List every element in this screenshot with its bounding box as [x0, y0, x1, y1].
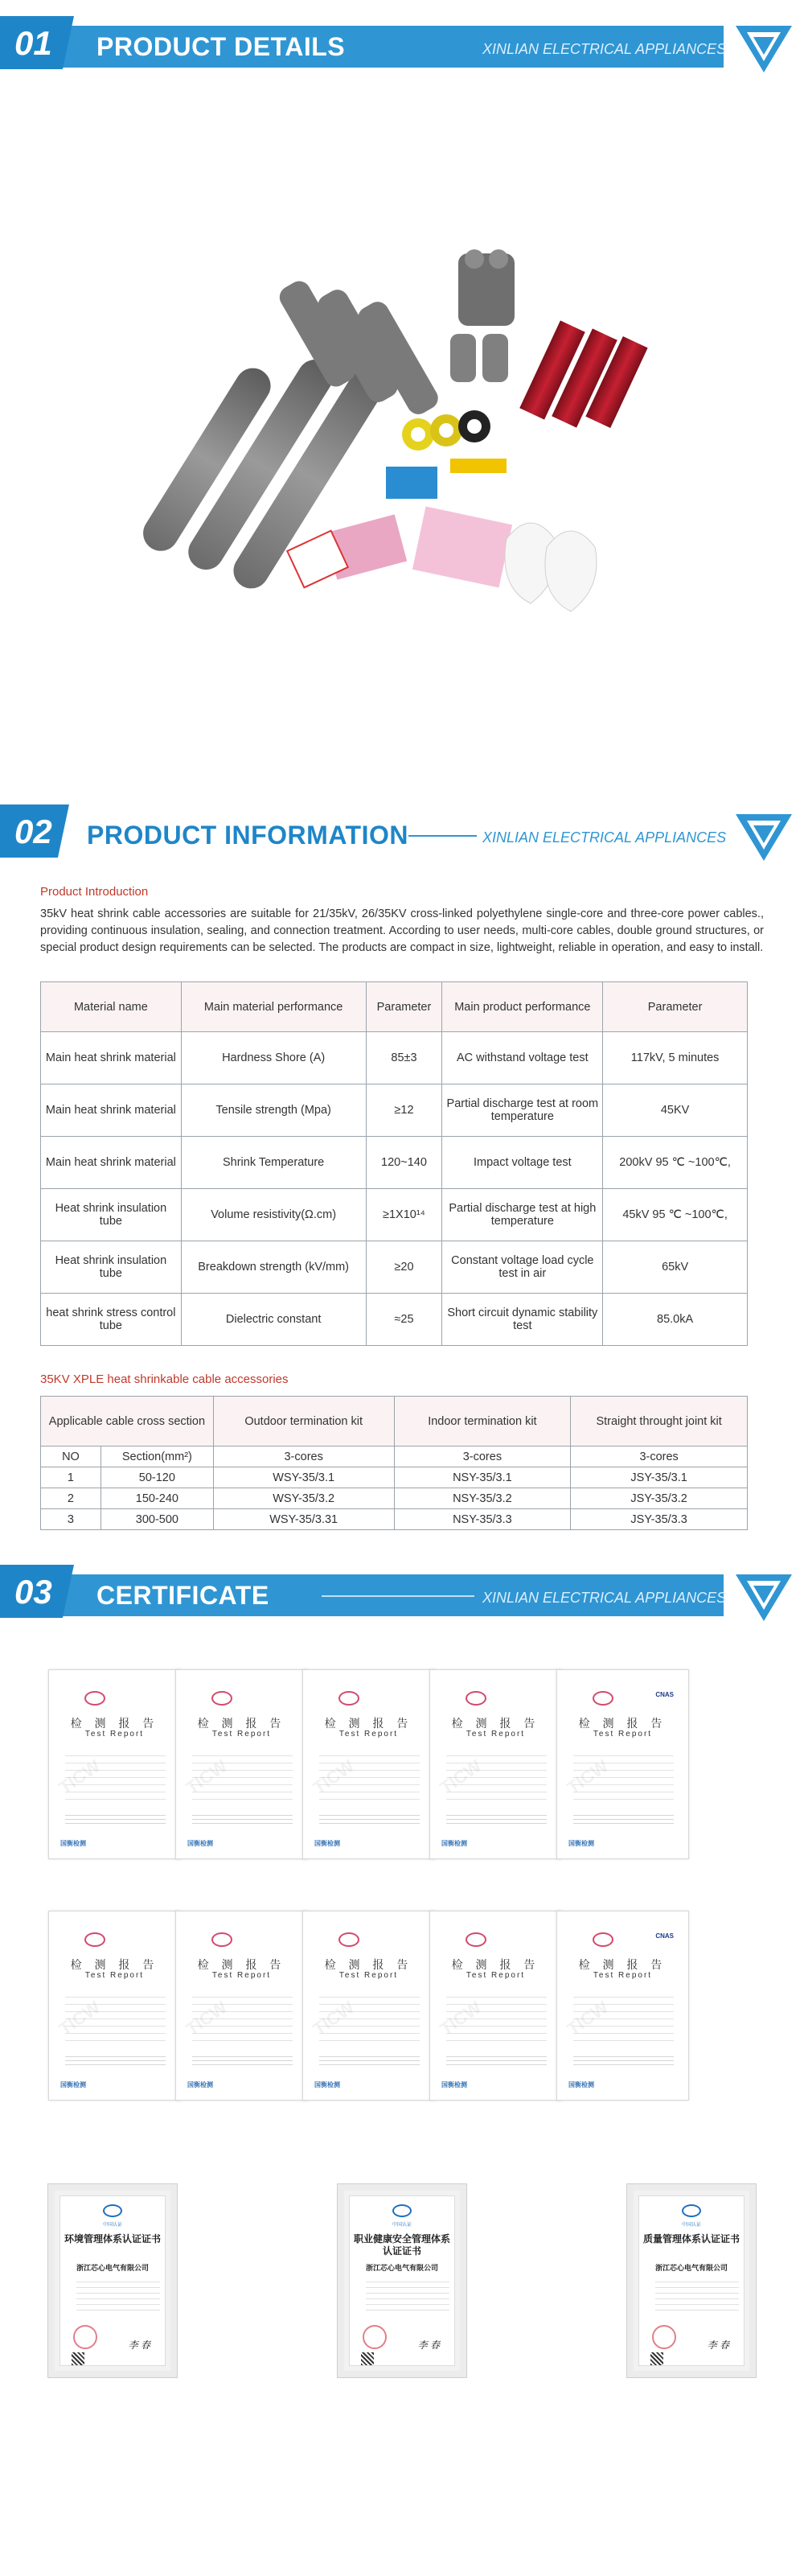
test-report-certificate	[175, 1911, 308, 2101]
table-cell: Tensile strength (Mpa)	[181, 1084, 366, 1137]
report-title-cn: 检 测 报 告	[324, 1717, 413, 1730]
banner-title: CERTIFICATE	[96, 1581, 269, 1610]
watermark: TICW	[563, 1755, 613, 1798]
report-footer-lines	[573, 1812, 674, 1825]
table-row	[41, 1488, 748, 1509]
lab-logo-icon	[84, 1691, 105, 1706]
table-row	[41, 1446, 748, 1467]
table-row	[41, 1189, 748, 1241]
lab-brand: 国衡检测	[568, 1840, 594, 1847]
report-title-cn: 检 测 报 告	[197, 1958, 286, 1971]
table-cell: ≥12	[366, 1084, 442, 1137]
table-cell: 117kV, 5 minutes	[603, 1032, 748, 1084]
header-cell: Straight throught joint kit	[571, 1397, 748, 1446]
chevron-down-icon	[736, 1574, 792, 1623]
table-cell: Breakdown strength (kV/mm)	[181, 1241, 366, 1294]
certificate-text-lines	[366, 2277, 449, 2315]
table-cell: Constant voltage load cycle test in air	[442, 1241, 603, 1294]
header-cell: Outdoor termination kit	[213, 1397, 394, 1446]
management-certificate	[338, 2184, 466, 2377]
report-title-cn: 检 测 报 告	[70, 1958, 159, 1971]
table-cell: 85.0kA	[603, 1294, 748, 1346]
signature: 李 春	[707, 2339, 729, 2351]
section-banner-certificate	[0, 1565, 804, 1626]
header-cell: Main material performance	[181, 982, 366, 1032]
certification-emblem-icon	[392, 2204, 412, 2217]
seal-icon	[363, 2325, 387, 2349]
table-row	[41, 1032, 748, 1084]
table-cell: Short circuit dynamic stability test	[442, 1294, 603, 1346]
certification-emblem-icon	[682, 2204, 701, 2217]
table-cell: JSY-35/3.2	[571, 1488, 748, 1509]
lab-logo-icon	[593, 1691, 613, 1706]
banner-subtitle: XINLIAN ELECTRICAL APPLIANCES	[482, 829, 727, 846]
report-footer-lines	[446, 2053, 547, 2066]
xlpe-heading: 35KV XPLE heat shrinkable cable accessories	[40, 1372, 289, 1386]
header-cell: Material name	[41, 982, 182, 1032]
watermark: TICW	[563, 1997, 613, 2039]
lab-brand: 国衡检测	[568, 2081, 594, 2088]
lab-logo-icon	[466, 1691, 486, 1706]
certificate-text-lines	[76, 2277, 160, 2315]
table-cell: 300-500	[100, 1509, 213, 1530]
header-cell: Indoor termination kit	[394, 1397, 571, 1446]
lab-logo-icon	[338, 1932, 359, 1947]
table-cell: 85±3	[366, 1032, 442, 1084]
table-cell: NSY-35/3.3	[394, 1509, 571, 1530]
report-title-cn: 检 测 报 告	[451, 1717, 540, 1730]
table-cell: Impact voltage test	[442, 1137, 603, 1189]
table-cell: JSY-35/3.3	[571, 1509, 748, 1530]
watermark: TICW	[309, 1755, 359, 1798]
report-title-en: Test Report	[84, 1730, 145, 1739]
lab-brand: 国衡检测	[60, 2081, 86, 2088]
signature: 李 春	[128, 2339, 150, 2351]
certificate-title: 质量管理体系认证证书	[642, 2233, 740, 2245]
report-title-en: Test Report	[466, 1971, 526, 1980]
table-cell: heat shrink stress control tube	[41, 1294, 182, 1346]
certificate-inner	[638, 2195, 745, 2366]
report-footer-lines	[192, 2053, 293, 2066]
test-report-row-2	[48, 1911, 756, 2101]
table-cell: 50-120	[100, 1467, 213, 1488]
table-cell: JSY-35/3.1	[571, 1467, 748, 1488]
watermark: TICW	[55, 1997, 105, 2039]
header-cell: Parameter	[366, 982, 442, 1032]
lab-logo-icon	[338, 1691, 359, 1706]
watermark: TICW	[182, 1755, 232, 1798]
lab-brand: 国衡检测	[314, 2081, 340, 2088]
table-cell: 65kV	[603, 1241, 748, 1294]
test-report-certificate	[175, 1669, 308, 1859]
management-certificate	[48, 2184, 177, 2377]
table-cell: Heat shrink insulation tube	[41, 1189, 182, 1241]
banner-divider	[322, 1595, 474, 1597]
lab-logo-icon	[211, 1691, 232, 1706]
table-cell: 200kV 95 ℃ ~100℃,	[603, 1137, 748, 1189]
banner-subtitle: XINLIAN ELECTRICAL APPLIANCES	[482, 41, 727, 57]
report-title-en: Test Report	[338, 1971, 399, 1980]
table-cell: Heat shrink insulation tube	[41, 1241, 182, 1294]
test-report-certificate	[302, 1911, 435, 2101]
banner-title: PRODUCT DETAILS	[96, 32, 346, 61]
banner-divider	[408, 835, 477, 837]
lab-brand: 国衡检测	[441, 1840, 467, 1847]
table-cell: Section(mm²)	[100, 1446, 213, 1467]
chevron-down-icon	[736, 814, 792, 862]
table-row	[41, 1137, 748, 1189]
report-footer-lines	[65, 1812, 166, 1825]
table-cell: WSY-35/3.2	[213, 1488, 394, 1509]
table-cell: 3-cores	[213, 1446, 394, 1467]
table-cell: 1	[41, 1467, 101, 1488]
report-title-en: Test Report	[338, 1730, 399, 1739]
issuer-name: 中国认证	[102, 2223, 122, 2228]
table-cell: ≥1X10¹⁴	[366, 1189, 442, 1241]
qr-code-icon	[72, 2352, 84, 2365]
report-footer-lines	[65, 2053, 166, 2066]
table-cell: Hardness Shore (A)	[181, 1032, 366, 1084]
lab-logo-icon	[211, 1932, 232, 1947]
company-name: 浙江芯心电气有限公司	[365, 2264, 438, 2272]
certificate-title: 环境管理体系认证证书	[64, 2233, 161, 2245]
lab-logo-icon	[84, 1932, 105, 1947]
cnas-badge: CNAS	[655, 1691, 674, 1698]
table-cell: NSY-35/3.1	[394, 1467, 571, 1488]
table-cell: 45KV	[603, 1084, 748, 1137]
watermark: TICW	[436, 1755, 486, 1798]
report-title-en: Test Report	[593, 1730, 653, 1739]
table-row	[41, 1509, 748, 1530]
report-footer-lines	[319, 2053, 420, 2066]
certificate-text-lines	[655, 2277, 739, 2315]
watermark: TICW	[182, 1997, 232, 2039]
table-row	[41, 1467, 748, 1488]
signature: 李 春	[417, 2339, 440, 2351]
table-cell: ≥20	[366, 1241, 442, 1294]
banner-subtitle: XINLIAN ELECTRICAL APPLIANCES	[482, 1590, 727, 1606]
certificate-inner	[349, 2195, 455, 2366]
table-cell: WSY-35/3.1	[213, 1467, 394, 1488]
cnas-badge: CNAS	[655, 1932, 674, 1940]
section-banner-details	[0, 16, 804, 77]
banner-title: PRODUCT INFORMATION	[87, 821, 408, 850]
table-cell: Main heat shrink material	[41, 1032, 182, 1084]
report-title-cn: 检 测 报 告	[578, 1717, 667, 1730]
watermark: TICW	[436, 1997, 486, 2039]
table-cell: Volume resistivity(Ω.cm)	[181, 1189, 366, 1241]
report-title-cn: 检 测 报 告	[324, 1958, 413, 1971]
company-name: 浙江芯心电气有限公司	[76, 2264, 149, 2272]
table-cell: 3-cores	[571, 1446, 748, 1467]
banner-number: 02	[14, 813, 52, 850]
test-report-certificate	[556, 1669, 689, 1859]
report-title-cn: 检 测 报 告	[70, 1717, 159, 1730]
table-cell: 150-240	[100, 1488, 213, 1509]
header-cell: Main product performance	[442, 982, 603, 1032]
test-report-certificate	[48, 1669, 181, 1859]
table-row	[41, 1241, 748, 1294]
report-title-en: Test Report	[211, 1730, 272, 1739]
lab-brand: 国衡检测	[314, 1840, 340, 1847]
table-cell: Partial discharge test at high temperature	[442, 1189, 603, 1241]
seal-icon	[73, 2325, 97, 2349]
chevron-down-icon	[736, 26, 792, 74]
test-report-certificate	[556, 1911, 689, 2101]
test-report-certificate	[302, 1669, 435, 1859]
report-footer-lines	[573, 2053, 674, 2066]
lab-brand: 国衡检测	[441, 2081, 467, 2088]
test-report-row-1	[48, 1669, 756, 1859]
company-name: 浙江芯心电气有限公司	[654, 2264, 728, 2272]
report-title-en: Test Report	[211, 1971, 272, 1980]
qr-code-icon	[361, 2352, 374, 2365]
table-cell: 120~140	[366, 1137, 442, 1189]
issuer-name: 中国认证	[392, 2223, 412, 2228]
table-cell: Main heat shrink material	[41, 1084, 182, 1137]
report-title-cn: 检 测 报 告	[451, 1958, 540, 1971]
report-footer-lines	[319, 1812, 420, 1825]
qr-code-icon	[650, 2352, 663, 2365]
report-title-en: Test Report	[466, 1730, 526, 1739]
report-title-cn: 检 测 报 告	[578, 1958, 667, 1971]
table-cell: NSY-35/3.2	[394, 1488, 571, 1509]
watermark: TICW	[55, 1755, 105, 1798]
test-report-certificate	[429, 1911, 562, 2101]
management-certificates-row	[48, 2184, 756, 2385]
table-cell: Main heat shrink material	[41, 1137, 182, 1189]
table-row	[41, 1084, 748, 1137]
lab-logo-icon	[593, 1932, 613, 1947]
issuer-name: 中国认证	[681, 2223, 701, 2228]
management-certificate	[627, 2184, 756, 2377]
lab-brand: 国衡检测	[187, 1840, 213, 1847]
certificate-inner	[59, 2195, 166, 2366]
lab-brand: 国衡检测	[60, 1840, 86, 1847]
lab-brand: 国衡检测	[187, 2081, 213, 2088]
product-introduction-heading: Product Introduction	[40, 885, 149, 899]
xlpe-table	[40, 1396, 748, 1530]
table-row	[41, 1294, 748, 1346]
xlpe-table-header	[41, 1397, 748, 1446]
test-report-certificate	[48, 1911, 181, 2101]
lab-logo-icon	[466, 1932, 486, 1947]
table-cell: WSY-35/3.31	[213, 1509, 394, 1530]
header-cell: Applicable cable cross section	[41, 1397, 214, 1446]
certificate-title: 职业健康安全管理体系认证证书	[353, 2233, 450, 2257]
watermark: TICW	[309, 1997, 359, 2039]
table-cell: Shrink Temperature	[181, 1137, 366, 1189]
report-footer-lines	[446, 1812, 547, 1825]
test-report-certificate	[429, 1669, 562, 1859]
report-title-en: Test Report	[593, 1971, 653, 1980]
report-title-cn: 检 测 报 告	[197, 1717, 286, 1730]
table-cell: 2	[41, 1488, 101, 1509]
banner-number: 03	[14, 1573, 52, 1611]
table-cell: AC withstand voltage test	[442, 1032, 603, 1084]
table-cell: Partial discharge test at room temperature	[442, 1084, 603, 1137]
spec-table-header	[41, 982, 748, 1032]
product-introduction-text: 35kV heat shrink cable accessories are suitable for 21/35kV, 26/35KV cross-linked polyethylene single-core and three-core power cables., providing continuous insulation, sealing, and connection treatment. According to user needs, multi-core cables, double ground structures, or special product design requirements can be selected. The products are compact in size, lightweight, reliable in operation, and easy to install.	[40, 907, 764, 954]
table-cell: Dielectric constant	[181, 1294, 366, 1346]
table-cell: NO	[41, 1446, 101, 1467]
product-kit-image	[129, 201, 675, 636]
seal-icon	[652, 2325, 676, 2349]
report-title-en: Test Report	[84, 1971, 145, 1980]
table-cell: ≈25	[366, 1294, 442, 1346]
spec-table	[40, 981, 748, 1346]
header-cell: Parameter	[603, 982, 748, 1032]
table-cell: 3	[41, 1509, 101, 1530]
section-banner-information	[0, 804, 804, 866]
certification-emblem-icon	[103, 2204, 122, 2217]
table-cell: 45kV 95 ℃ ~100℃,	[603, 1189, 748, 1241]
table-cell: 3-cores	[394, 1446, 571, 1467]
banner-number: 01	[14, 24, 52, 62]
report-footer-lines	[192, 1812, 293, 1825]
